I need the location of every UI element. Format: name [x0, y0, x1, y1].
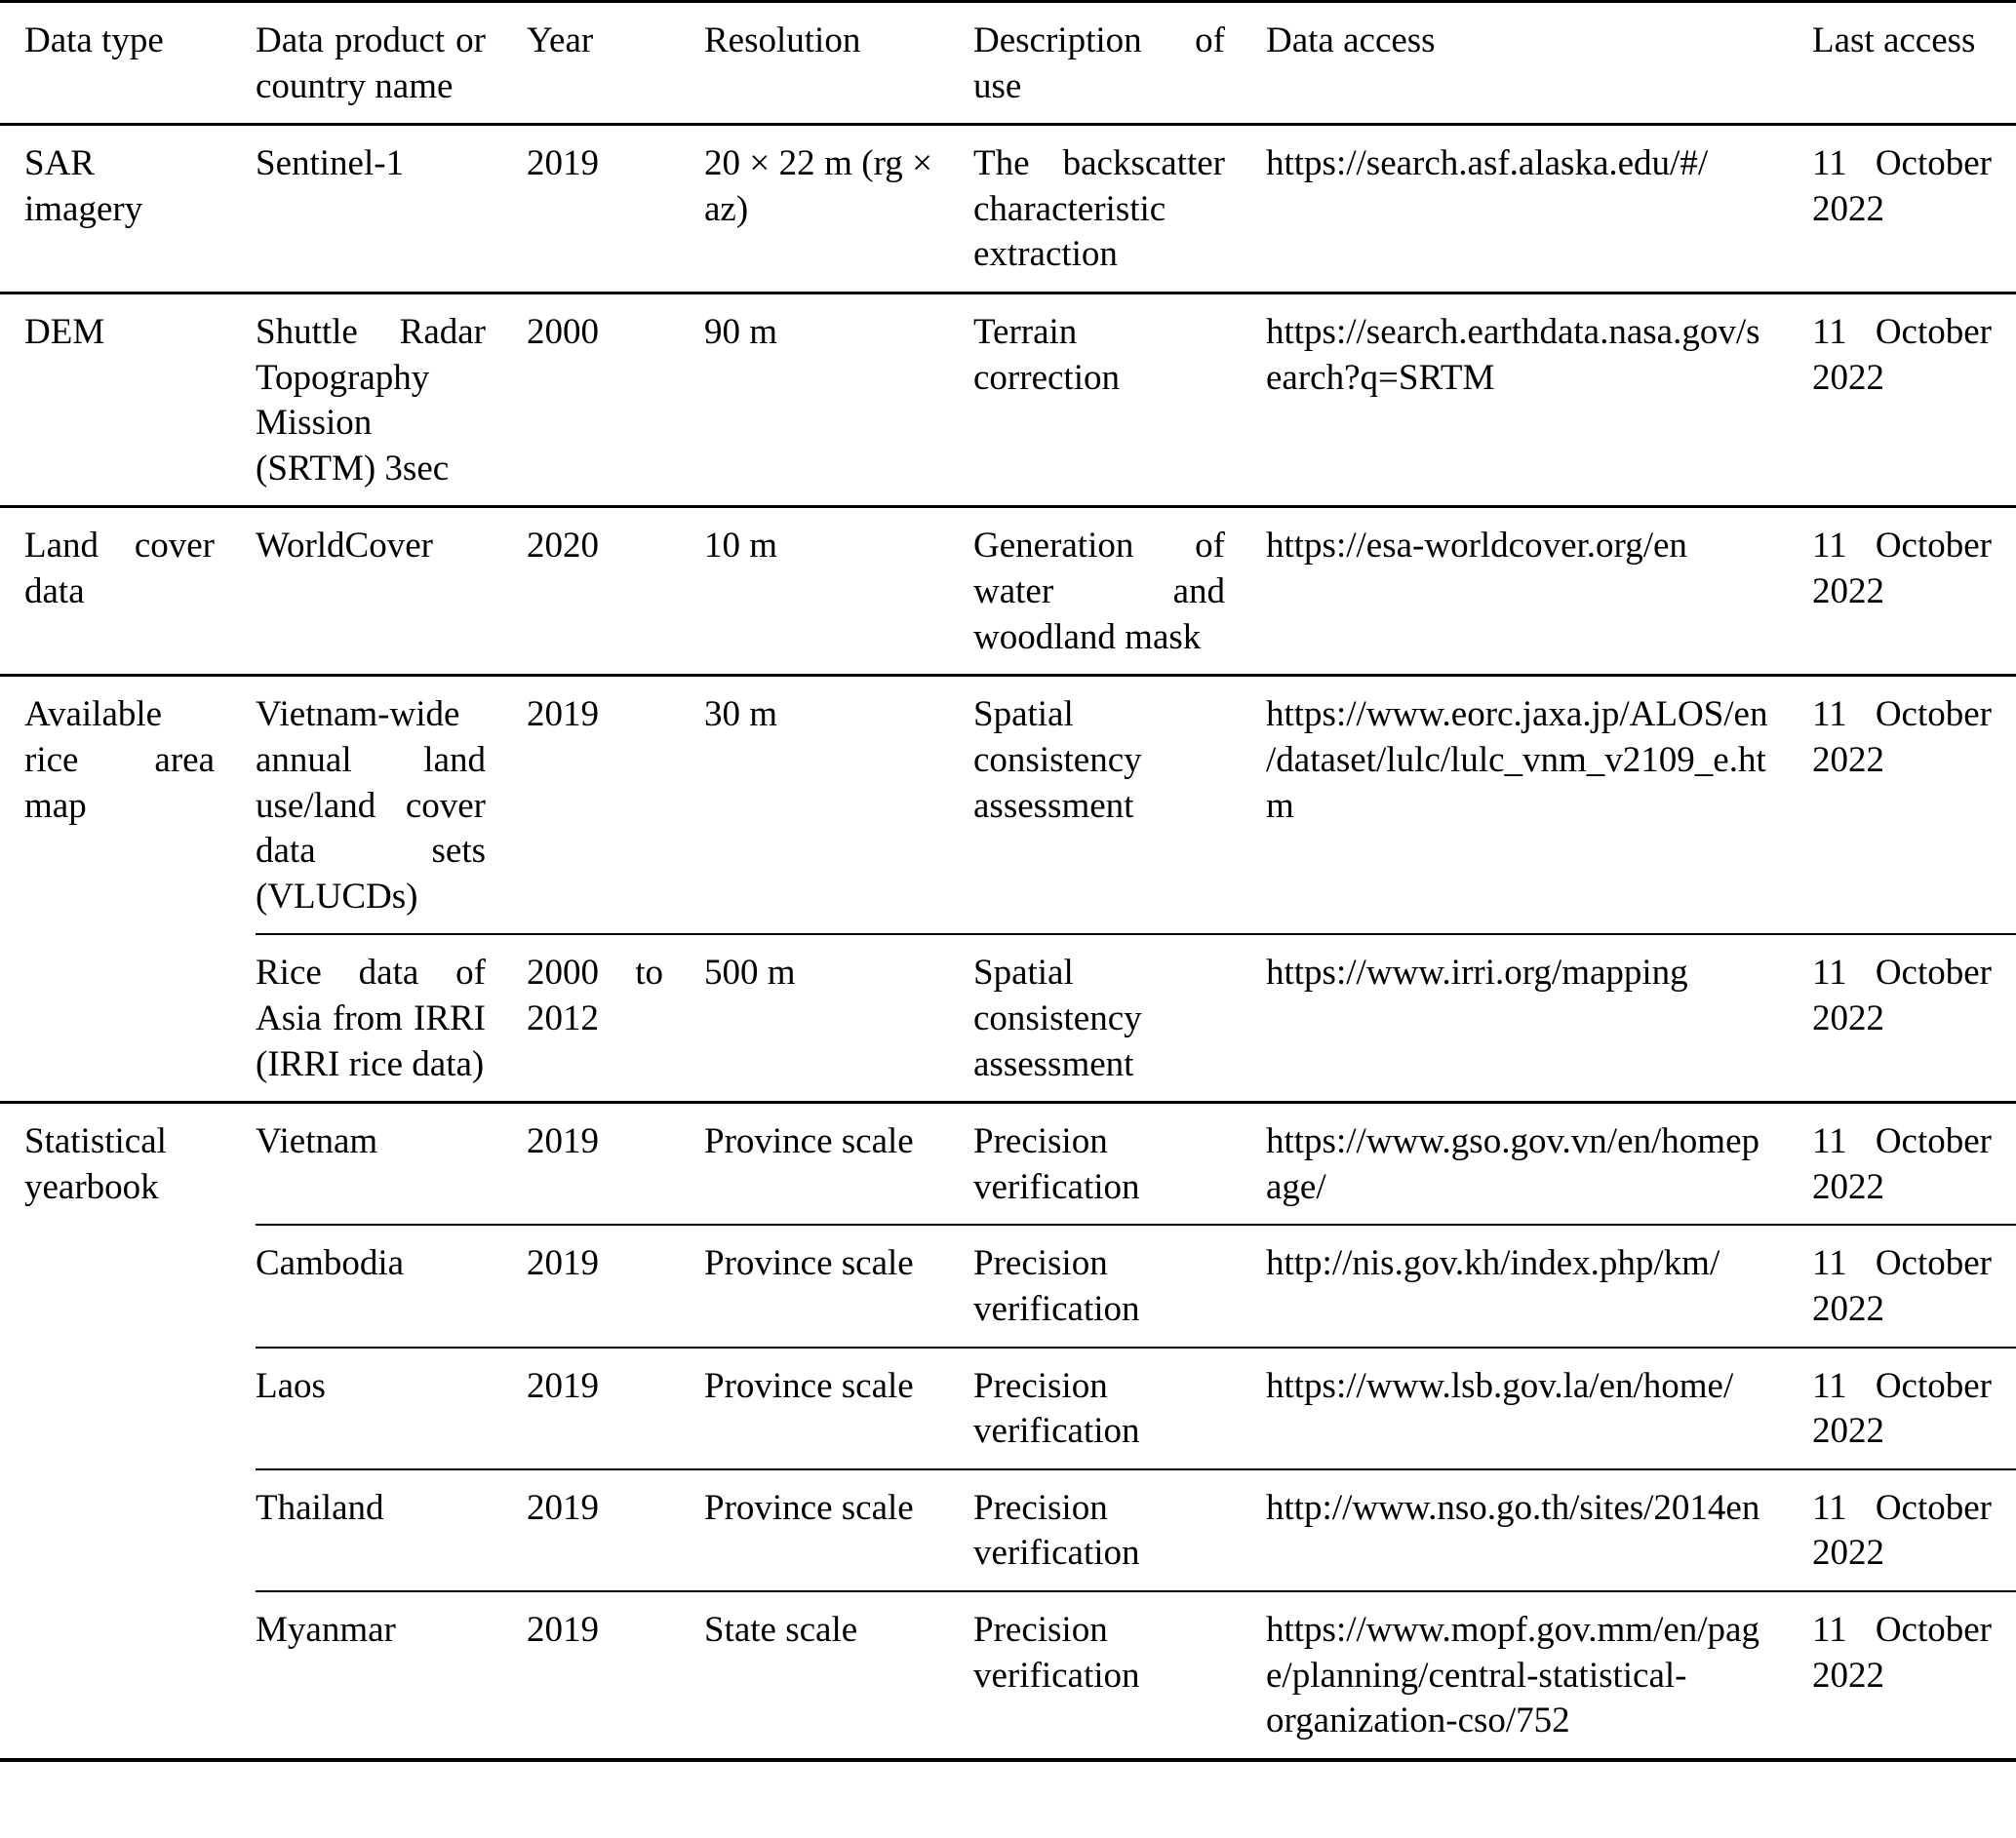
data-access-link[interactable]: https://search.earthdata.nasa.gov/search?q=SRTM [1266, 312, 1760, 398]
data-access-link[interactable]: https://www.gso.gov.vn/en/homepage/ [1266, 1121, 1759, 1207]
cell-description: Spatial consistency assessment [973, 694, 1142, 826]
cell-resolution: 10 m [704, 526, 778, 567]
cell-description: Precision verification [973, 1365, 1140, 1452]
cell-product: Shuttle Radar Topography Mission (SRTM) 3sec [256, 312, 486, 489]
table-row-myanmar [0, 1591, 2016, 1760]
cell-description: Terrain correction [973, 312, 1120, 398]
header-row [0, 2, 2016, 125]
data-access-link[interactable]: https://www.lsb.gov.la/en/home/ [1266, 1365, 1734, 1406]
data-access-link[interactable]: https://esa-worldcover.org/en [1266, 526, 1687, 567]
table-row-irri [0, 934, 2016, 1102]
cell-last-access: 11 October 2022 [1812, 1121, 1992, 1207]
cell-last-access: 11 October 2022 [1812, 312, 1992, 398]
cell-year: 2019 [527, 1487, 599, 1528]
cell-year: 2020 [527, 526, 599, 567]
cell-product: Vietnam [256, 1121, 378, 1162]
cell-last-access: 11 October 2022 [1812, 953, 1992, 1038]
cell-resolution: 30 m [704, 694, 778, 735]
cell-year: 2019 [527, 1365, 599, 1406]
cell-product: WorldCover [256, 526, 433, 567]
data-access-link[interactable]: http://www.nso.go.th/sites/2014en [1266, 1487, 1760, 1528]
cell-data-type: Available rice area map [24, 694, 215, 826]
cell-year: 2000 to 2012 [527, 953, 663, 1038]
cell-product: Laos [256, 1365, 326, 1406]
cell-data-type: Land cover data [24, 526, 215, 612]
col-header-description: Description of use [973, 20, 1225, 106]
col-header-data-type: Data type [24, 20, 164, 60]
cell-product: Vietnam-wide annual land use/land cover data sets (VLUCDs) [256, 694, 486, 917]
cell-product: Cambodia [256, 1243, 405, 1284]
cell-resolution: State scale [704, 1610, 858, 1651]
cell-product: Sentinel-1 [256, 143, 405, 184]
cell-description: Precision verification [973, 1487, 1140, 1574]
cell-year: 2019 [527, 1610, 599, 1651]
cell-last-access: 11 October 2022 [1812, 1610, 1992, 1696]
cell-description: Precision verification [973, 1610, 1140, 1696]
cell-product: Thailand [256, 1487, 384, 1528]
table-row-vlucds [0, 676, 2016, 935]
col-header-data-access: Data access [1266, 20, 1436, 60]
cell-resolution: Province scale [704, 1121, 914, 1162]
cell-data-type: SAR imagery [24, 143, 143, 229]
cell-description: Precision verification [973, 1121, 1140, 1207]
data-access-link[interactable]: https://search.asf.alaska.edu/#/ [1266, 143, 1709, 184]
data-access-link[interactable]: http://nis.gov.kh/index.php/km/ [1266, 1243, 1720, 1284]
table-row-cambodia [0, 1225, 2016, 1347]
cell-year: 2019 [527, 1243, 599, 1284]
cell-resolution: Province scale [704, 1243, 914, 1284]
cell-last-access: 11 October 2022 [1812, 1243, 1992, 1330]
table-row-sar-imagery [0, 125, 2016, 293]
cell-product: Myanmar [256, 1610, 396, 1651]
table-row-dem [0, 293, 2016, 507]
cell-year: 2019 [527, 143, 599, 184]
cell-resolution: Province scale [704, 1487, 914, 1528]
cell-description: Spatial consistency assessment [973, 953, 1142, 1084]
cell-resolution: Province scale [704, 1365, 914, 1406]
data-access-link[interactable]: https://www.eorc.jaxa.jp/ALOS/en/dataset/lulc/lulc_vnm_v2109_e.htm [1266, 694, 1768, 826]
col-header-last-access: Last access [1812, 20, 1976, 60]
col-header-product: Data product or country name [256, 20, 486, 106]
cell-year: 2019 [527, 694, 599, 735]
cell-description: The backscatter characteristic extraction [973, 143, 1225, 275]
cell-resolution: 20 × 22 m (rg × az) [704, 143, 932, 229]
cell-description: Generation of water and woodland mask [973, 526, 1225, 657]
table-row-land-cover [0, 507, 2016, 676]
cell-data-type: Statistical yearbook [24, 1121, 167, 1207]
table-row-laos [0, 1348, 2016, 1469]
cell-last-access: 11 October 2022 [1812, 1487, 1992, 1574]
table-row-vietnam [0, 1103, 2016, 1226]
table-row-thailand [0, 1469, 2016, 1591]
cell-description: Precision verification [973, 1243, 1140, 1330]
cell-last-access: 11 October 2022 [1812, 526, 1992, 612]
col-header-resolution: Resolution [704, 20, 861, 60]
cell-last-access: 11 October 2022 [1812, 143, 1992, 229]
cell-resolution: 500 m [704, 953, 796, 994]
cell-last-access: 11 October 2022 [1812, 1365, 1992, 1452]
cell-year: 2019 [527, 1121, 599, 1162]
cell-product: Rice data of Asia from IRRI (IRRI rice data) [256, 953, 486, 1084]
cell-data-type: DEM [24, 312, 105, 353]
data-access-link[interactable]: https://www.mopf.gov.mm/en/page/planning/central-statistical-organization-cso/752 [1266, 1610, 1759, 1741]
data-access-link[interactable]: https://www.irri.org/mapping [1266, 953, 1688, 994]
cell-last-access: 11 October 2022 [1812, 694, 1992, 780]
col-header-year: Year [527, 20, 594, 60]
cell-year: 2000 [527, 312, 599, 353]
cell-resolution: 90 m [704, 312, 778, 353]
